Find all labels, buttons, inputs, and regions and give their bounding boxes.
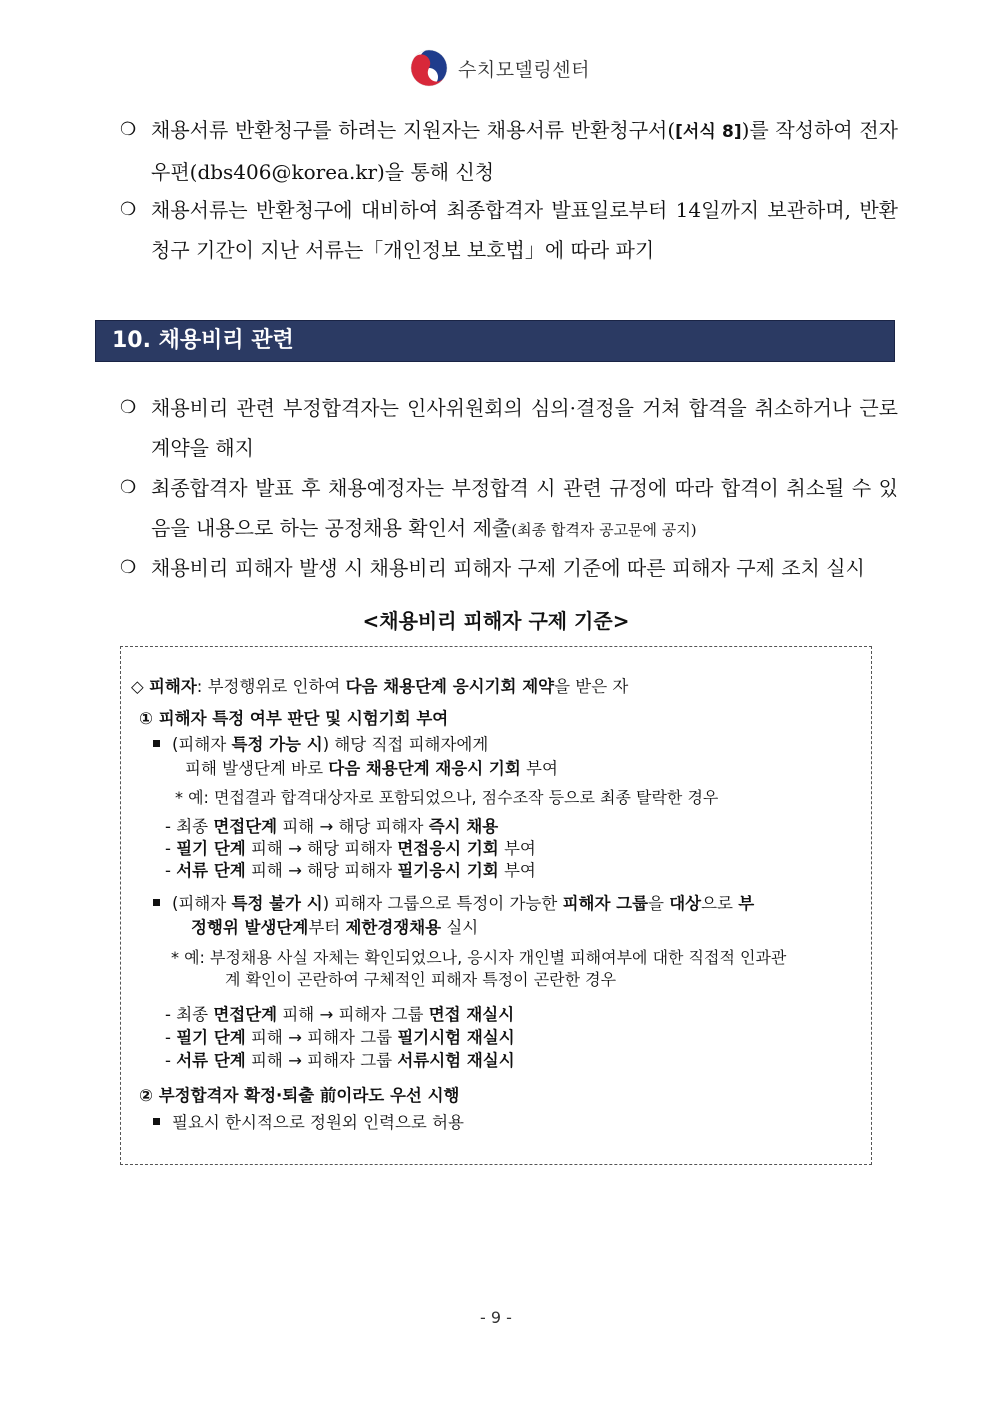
point-identifiable: (피해자 특정 가능 시) 해당 직접 피해자에게 xyxy=(153,733,488,757)
org-name: 수치모델링센터 xyxy=(458,58,590,81)
taegeuk-logo-icon xyxy=(410,49,448,87)
case-line: - 필기 단계 피해 → 피해자 그룹 필기시험 재실시 xyxy=(165,1028,515,1047)
section-item-1: ❍ 채용비리 관련 부정합격자는 인사위원회의 심의·결정을 거쳐 합격을 취소하거나 근로계약을 해지 xyxy=(120,388,898,468)
example-note-1: * 예: 면접결과 합격대상자로 포함되었으나, 점수조작 등으로 최종 탈락한 경우 xyxy=(175,788,719,807)
section-item-3: ❍ 채용비리 피해자 발생 시 채용비리 피해자 구제 기준에 따른 피해자 구제 조치 실시 xyxy=(120,548,898,588)
square-bullet-icon xyxy=(153,1118,160,1125)
victim-definition: ◇ 피해자: 부정행위로 인하여 다음 채용단계 응시기회 제약을 받은 자 xyxy=(131,677,629,696)
square-bullet-icon xyxy=(153,899,160,906)
case-line: - 필기 단계 피해 → 해당 피해자 면접응시 기회 부여 xyxy=(165,839,536,858)
page-header xyxy=(410,48,590,88)
circle-bullet-icon: ❍ xyxy=(120,199,137,220)
box-title: <채용비리 피해자 구제 기준> xyxy=(362,609,630,633)
section-heading: 10. 채용비리 관련 xyxy=(95,320,895,362)
case-line: - 최종 면접단계 피해 → 해당 피해자 즉시 채용 xyxy=(165,817,499,836)
section-item-2: ❍ 최종합격자 발표 후 채용예정자는 부정합격 시 관련 규정에 따라 합격이 취소될 수 있음을 내용으로 하는 공정채용 확인서 제출(최종 합격자 공고문에 공지) xyxy=(120,468,898,550)
circle-bullet-icon: ❍ xyxy=(120,477,137,498)
intro-item-1: ❍ 채용서류 반환청구를 하려는 지원자는 채용서류 반환청구서([서식 8])를 작성하여 전자우편(dbs406@korea.kr)을 통해 신청 xyxy=(120,110,898,192)
case-line: - 서류 단계 피해 → 해당 피해자 필기응시 기회 부여 xyxy=(165,861,536,880)
case-line: - 최종 면접단계 피해 → 피해자 그룹 면접 재실시 xyxy=(165,1005,515,1024)
subheading-2: ② 부정합격자 확정·퇴출 前이라도 우선 시행 xyxy=(139,1086,460,1105)
example-note-2: * 예: 부정채용 사실 자체는 확인되었으나, 응시자 개인별 피해여부에 대한 직접적 인과관 xyxy=(171,948,787,967)
case-line: - 서류 단계 피해 → 피해자 그룹 서류시험 재실시 xyxy=(165,1051,515,1070)
example-note-2-cont: 계 확인이 곤란하여 구체적인 피해자 특정이 곤란한 경우 xyxy=(225,970,617,989)
point-interim: 필요시 한시적으로 정원외 인력으로 허용 xyxy=(153,1111,464,1135)
square-bullet-icon xyxy=(153,740,160,747)
circle-bullet-icon: ❍ xyxy=(120,397,137,418)
circle-bullet-icon: ❍ xyxy=(120,119,137,140)
point-identifiable-cont: 피해 발생단계 바로 다음 채용단계 재응시 기회 부여 xyxy=(185,759,558,778)
form-ref: [서식 8] xyxy=(675,122,742,142)
page-number: - 9 - xyxy=(480,1308,512,1327)
point-unidentifiable: (피해자 특정 불가 시) 피해자 그룹으로 특정이 가능한 피해자 그룹을 대상으로 부 xyxy=(153,892,754,916)
subheading-1: ① 피해자 특정 여부 판단 및 시험기회 부여 xyxy=(139,709,449,728)
point-unidentifiable-cont: 정행위 발생단계부터 제한경쟁채용 실시 xyxy=(191,918,479,937)
circle-bullet-icon: ❍ xyxy=(120,557,137,578)
relief-criteria-box xyxy=(120,646,872,1165)
intro-item-2: ❍ 채용서류는 반환청구에 대비하여 최종합격자 발표일로부터 14일까지 보관하며, 반환청구 기간이 지난 서류는「개인정보 보호법」에 따라 파기 xyxy=(120,190,898,270)
